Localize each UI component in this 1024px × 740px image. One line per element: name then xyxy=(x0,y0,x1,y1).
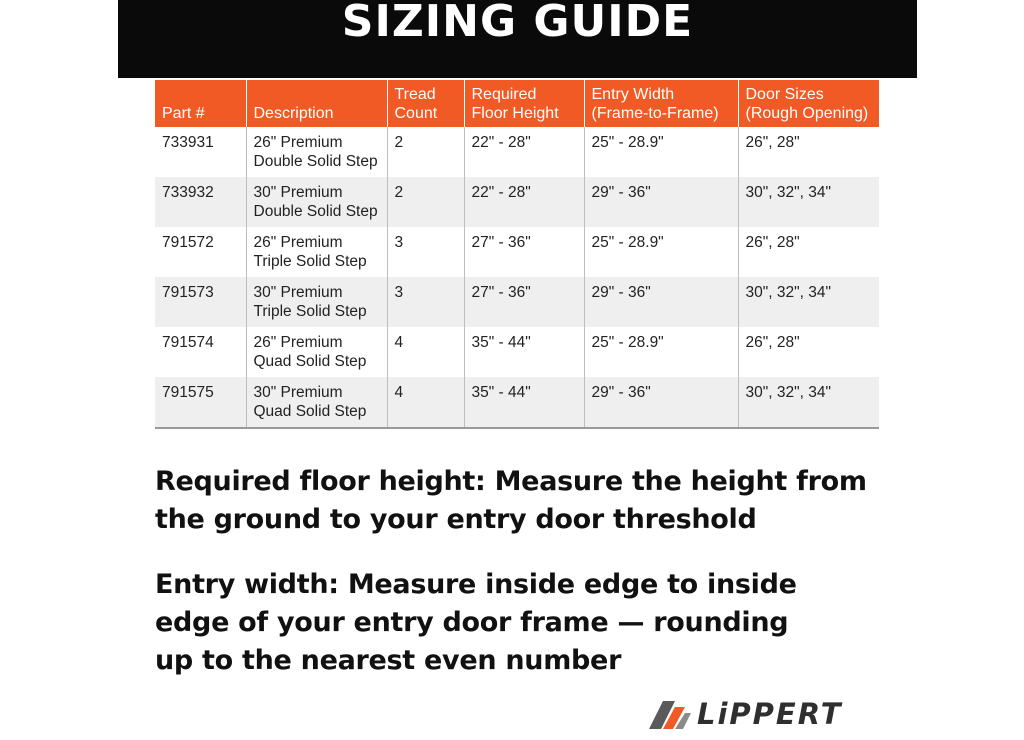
cell-tread: 3 xyxy=(387,277,464,327)
floor-height-note: Required floor height: Measure the height from the ground to your entry door threshold xyxy=(155,466,867,535)
cell-tread: 4 xyxy=(387,377,464,428)
cell-tread: 4 xyxy=(387,327,464,377)
table-header-row xyxy=(155,80,879,127)
cell-width: 25" - 28.9" xyxy=(584,327,738,377)
cell-part: 791575 xyxy=(155,377,246,428)
cell-part: 733931 xyxy=(162,134,214,151)
header-door-sizes: Door Sizes (Rough Opening) xyxy=(738,80,879,127)
cell-door: 30", 32", 34" xyxy=(738,277,879,327)
cell-part: 733932 xyxy=(155,177,246,227)
cell-door: 30", 32", 34" xyxy=(738,377,879,428)
logo-wordmark: LiPPERT xyxy=(697,697,843,731)
cell-floor: 22" - 28" xyxy=(464,177,584,227)
table-row xyxy=(155,227,879,277)
cell-width: 25" - 28.9" xyxy=(584,127,738,177)
cell-description: 30" Premium Double Solid Step xyxy=(246,177,387,227)
cell-door: 26", 28" xyxy=(738,327,879,377)
page-title: SIZING GUIDE xyxy=(341,0,694,47)
cell-floor: 27" - 36" xyxy=(464,277,584,327)
cell-tread: 2 xyxy=(387,177,464,227)
cell-door: 26", 28" xyxy=(738,227,879,277)
table-row xyxy=(155,127,879,177)
cell-floor: 35" - 44" xyxy=(464,327,584,377)
cell-door: 26", 28" xyxy=(738,127,879,177)
header-floor-height: Required Floor Height xyxy=(464,80,584,127)
cell-tread: 3 xyxy=(387,227,464,277)
cell-door: 30", 32", 34" xyxy=(738,177,879,227)
cell-width: 29" - 36" xyxy=(584,377,738,428)
table-row xyxy=(155,377,879,428)
cell-description: 30" Premium Triple Solid Step xyxy=(246,277,387,327)
header-description: Description xyxy=(246,80,387,127)
cell-floor: 27" - 36" xyxy=(464,227,584,277)
cell-description: 30" Premium Quad Solid Step xyxy=(246,377,387,428)
header-entry-width: Entry Width (Frame-to-Frame) xyxy=(584,80,738,127)
title-banner xyxy=(118,0,917,78)
cell-part: 791574 xyxy=(162,334,214,351)
cell-description: 26" Premium Triple Solid Step xyxy=(246,227,387,277)
cell-floor: 35" - 44" xyxy=(464,377,584,428)
cell-part: 791573 xyxy=(155,277,246,327)
lippert-logo-icon xyxy=(645,697,693,731)
cell-width: 29" - 36" xyxy=(584,277,738,327)
cell-description: 26" Premium Double Solid Step xyxy=(246,127,387,177)
header-tread-count: Tread Count xyxy=(387,80,464,127)
cell-width: 25" - 28.9" xyxy=(584,227,738,277)
header-part: Part # xyxy=(155,80,246,127)
table-row xyxy=(155,277,879,327)
table-row xyxy=(155,177,879,227)
cell-floor: 22" - 28" xyxy=(464,127,584,177)
sizing-table xyxy=(155,80,879,429)
table-row xyxy=(155,327,879,377)
entry-width-note: Entry width: Measure inside edge to inside edge of your entry door frame — rounding up to the nearest even number xyxy=(155,569,797,676)
brand-logo xyxy=(645,694,843,734)
cell-description: 26" Premium Quad Solid Step xyxy=(246,327,387,377)
cell-tread: 2 xyxy=(387,127,464,177)
cell-part: 791572 xyxy=(162,234,214,251)
cell-width: 29" - 36" xyxy=(584,177,738,227)
